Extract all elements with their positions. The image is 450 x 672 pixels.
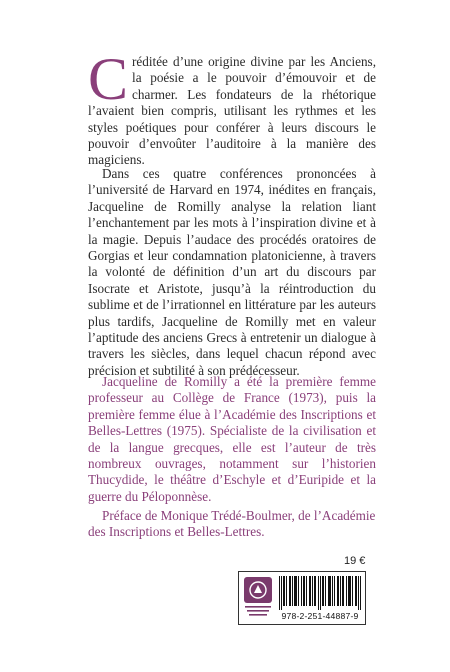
barcode-block	[238, 571, 366, 625]
isbn-number: 978-2-251-44887-9	[281, 611, 359, 621]
intro-text: réditée d’une origine divine par les Anciens, la poésie a le pouvoir d’émouvoir et de charmer. Les fondateurs de la rhétorique l’avaient bien compris, utilisant les rythmes et les styles poétiques pour conférer à leurs discours le pouvoir d’envoûter l’auditoire à la manière des magiciens.	[88, 54, 376, 168]
summary-paragraph: Dans ces quatre conférences prononcées à l’université de Harvard en 1974, inédites en français, Jacqueline de Romilly analyse la relation liant l’enchantement par les mots à l’inspiration divine et à la magie. Depuis l’audace des procédés oratoires de Gorgias et leur condamnation platonicienne, à travers la volonté de définition d’un art du discours par Isocrate et Aristote, jusqu’à la réintroduction du sublime et de l’irrationnel en littérature par les auteurs plus tardifs, Jacqueline de Romilly met en valeur l’aptitude des anciens Grecs à entretenir un dialogue à travers les siècles, dans lequel chacun répond avec précision et subtilité à son prédécesseur.	[88, 166, 376, 378]
intro-paragraph	[88, 46, 376, 169]
barcode-bars	[279, 576, 361, 610]
price-label: 19 €	[344, 555, 366, 567]
preface-credit: Préface de Monique Trédé-Boulmer, de l’Académie des Inscriptions et Belles-Lettres.	[88, 508, 376, 540]
author-bio-paragraph: Jacqueline de Romilly a été la première femme professeur au Collège de France (1973), puis la première femme élue à l’Académie des Inscriptions et Belles-Lettres (1975). Spécialiste de la civilisation et de la langue grecques, elle est l’auteur de très nombreux ouvrages, notamment sur l’historien Thucydide, le théâtre d’Eschyle et d’Euripide et la guerre du Péloponnèse.	[88, 374, 376, 504]
publisher-logo-icon	[243, 576, 273, 620]
drop-cap: C	[88, 46, 129, 112]
